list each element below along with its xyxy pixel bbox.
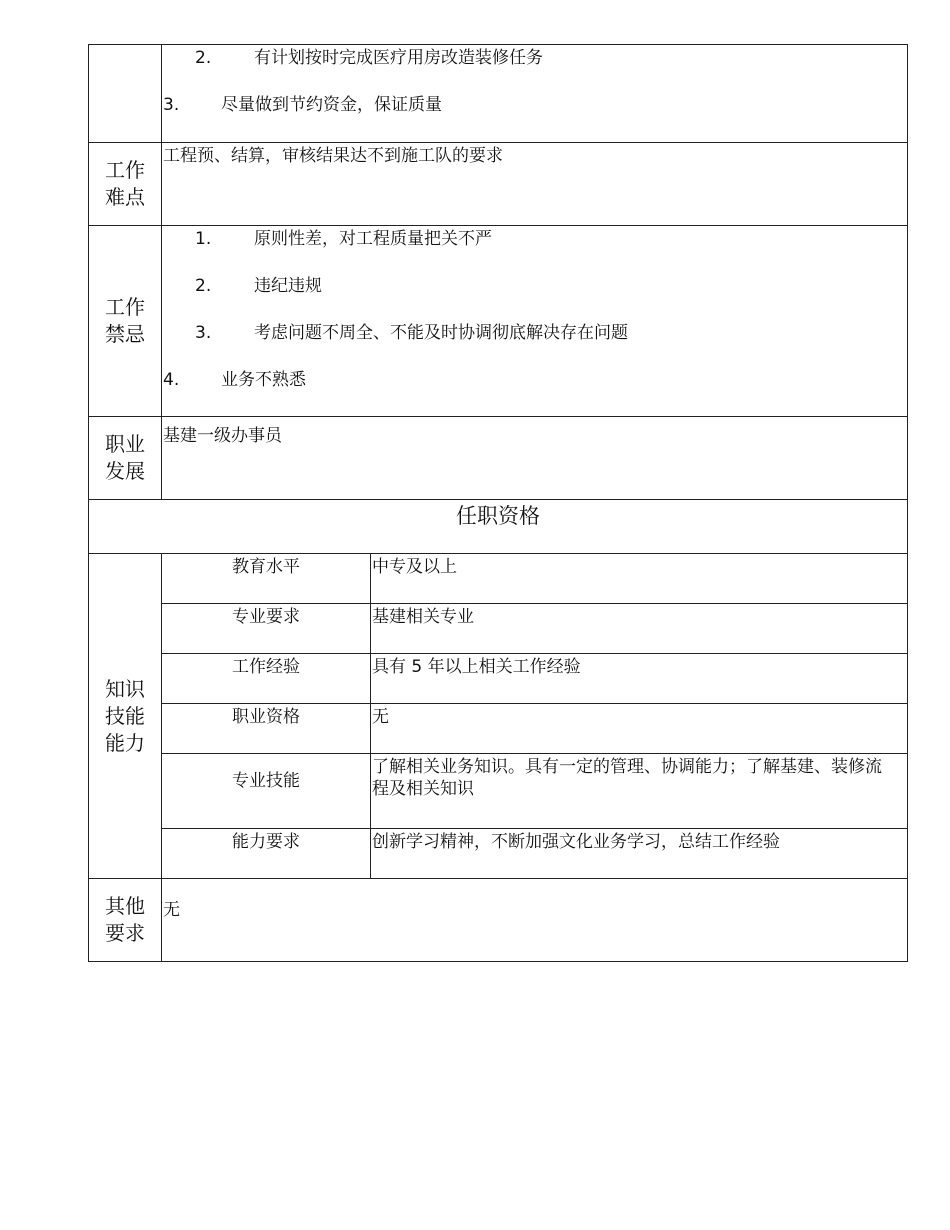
list-item xyxy=(162,322,907,369)
other-content xyxy=(162,879,908,962)
table-row xyxy=(89,604,908,654)
qualification-value: 具有 5 年以上相关工作经验 xyxy=(371,654,908,704)
goals-content-cell xyxy=(162,45,908,143)
difficulty-content xyxy=(162,143,908,226)
qualification-value: 无 xyxy=(371,704,908,754)
list-item-number: 3. xyxy=(195,323,212,343)
list-item xyxy=(162,228,907,275)
qualification-label: 教育水平 xyxy=(162,554,371,604)
table-row xyxy=(89,704,908,754)
career-label xyxy=(89,417,162,500)
table-row xyxy=(89,829,908,879)
career-row xyxy=(89,417,908,500)
list-item-text: 原则性差，对工程质量把关不严 xyxy=(254,229,492,249)
qualification-value: 了解相关业务知识。具有一定的管理、协调能力；了解基建、装修流程及相关知识 xyxy=(371,754,908,829)
goals-continuation-row xyxy=(89,45,908,143)
qualification-label: 专业技能 xyxy=(162,754,371,829)
qualification-value: 创新学习精神，不断加强文化业务学习，总结工作经验 xyxy=(371,829,908,879)
list-item xyxy=(162,47,907,94)
list-item xyxy=(162,275,907,322)
list-item-number: 3. xyxy=(163,95,180,115)
list-item-number: 2. xyxy=(195,48,212,68)
qualification-label: 专业要求 xyxy=(162,604,371,654)
difficulty-text: 工程预、结算，审核结果达不到施工队的要求 xyxy=(163,146,503,166)
difficulty-label-text: 工作难点 xyxy=(105,158,145,209)
list-item-number: 1. xyxy=(195,229,212,249)
taboos-content xyxy=(162,226,908,417)
list-item-number: 4. xyxy=(163,370,180,390)
qualification-value: 中专及以上 xyxy=(371,554,908,604)
qualification-label: 工作经验 xyxy=(162,654,371,704)
career-text: 基建一级办事员 xyxy=(163,426,282,446)
list-item-text: 业务不熟悉 xyxy=(221,370,306,390)
list-item-text: 违纪违规 xyxy=(254,276,322,296)
taboos-row xyxy=(89,226,908,417)
career-label-text: 职业发展 xyxy=(105,432,145,483)
other-label-text: 其他要求 xyxy=(105,894,145,945)
other-label xyxy=(89,879,162,962)
list-item-text: 有计划按时完成医疗用房改造装修任务 xyxy=(254,48,543,68)
list-item xyxy=(162,369,907,416)
table-row xyxy=(89,654,908,704)
list-item-number: 2. xyxy=(195,276,212,296)
qualifications-header: 任职资格 xyxy=(89,500,908,554)
taboos-label xyxy=(89,226,162,417)
qualifications-header-row xyxy=(89,500,908,554)
list-item-text: 考虑问题不周全、不能及时协调彻底解决存在问题 xyxy=(254,323,628,343)
table-row xyxy=(89,554,908,604)
job-description-table xyxy=(88,44,908,962)
list-item-text: 尽量做到节约资金，保证质量 xyxy=(221,95,442,115)
knowledge-skills-label xyxy=(89,554,162,879)
taboos-label-text: 工作禁忌 xyxy=(105,295,145,346)
difficulty-row xyxy=(89,143,908,226)
other-row xyxy=(89,879,908,962)
qualification-label: 职业资格 xyxy=(162,704,371,754)
table-row xyxy=(89,754,908,829)
goals-label-cell xyxy=(89,45,162,143)
list-item xyxy=(162,94,907,141)
career-content xyxy=(162,417,908,500)
knowledge-skills-label-text: 知识技能能力 xyxy=(105,676,145,755)
difficulty-label xyxy=(89,143,162,226)
other-text: 无 xyxy=(163,900,180,920)
qualification-label: 能力要求 xyxy=(162,829,371,879)
qualification-value: 基建相关专业 xyxy=(371,604,908,654)
